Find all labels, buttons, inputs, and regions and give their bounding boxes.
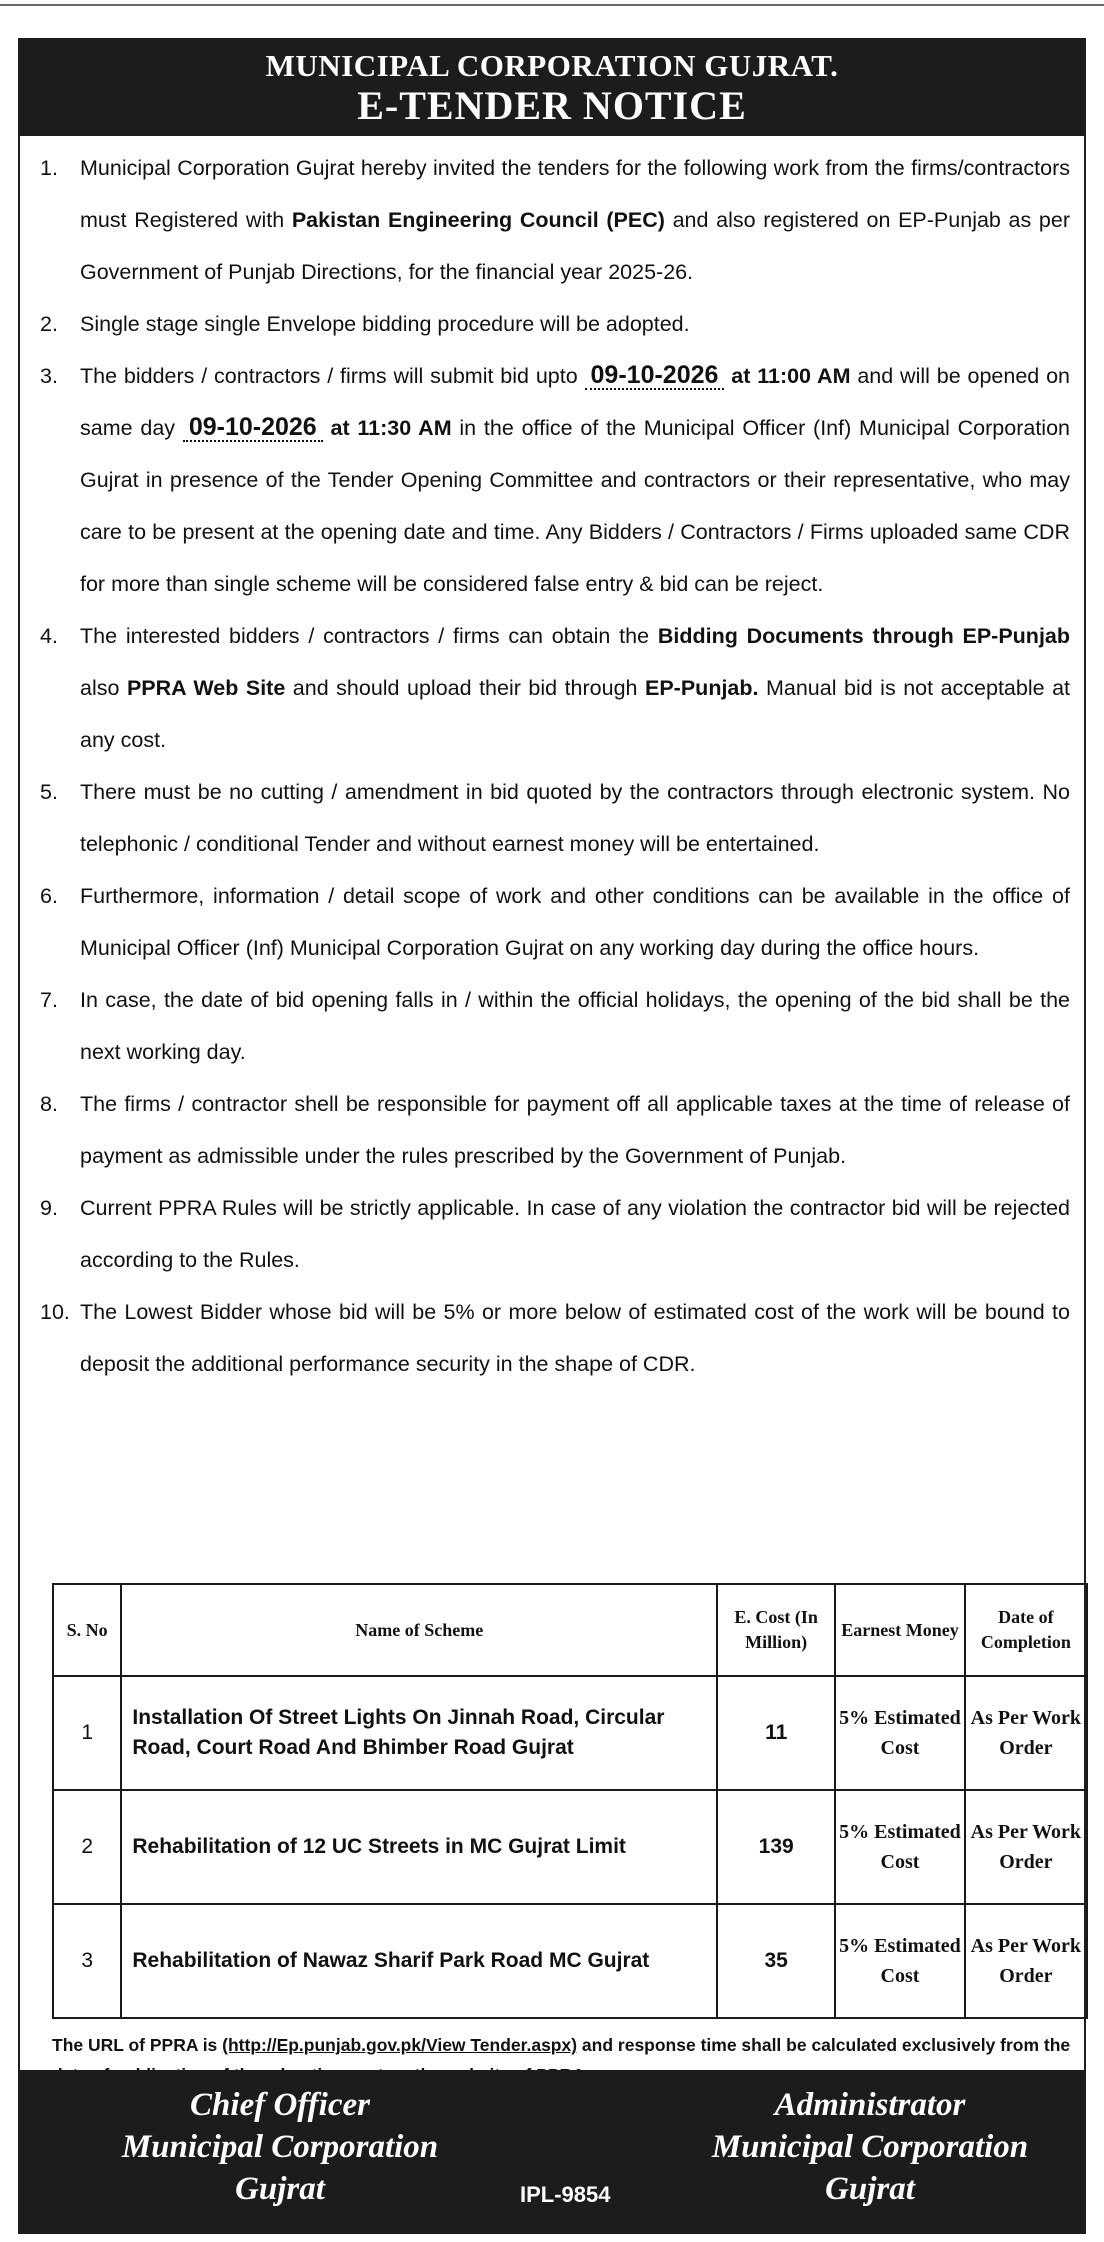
item-text: The Lowest Bidder whose bid will be 5% or more below of estimated cost of the work will be bound to deposit the additional performance security in the shape of CDR. — [80, 1300, 1070, 1376]
table-row — [53, 1790, 1087, 1904]
item-text: There must be no cutting / amendment in bid quoted by the contractors through electronic system. No telephonic / conditional Tender and without earnest money will be entertained. — [80, 780, 1070, 856]
item-text: The bidders / contractors / firms will submit bid upto 09-10-2026 at 11:00 AM and will be opened on same day 09-10-2026 at 11:30 AM in the office of the Municipal Officer (Inf) Municipal Corporation Gujrat in presence of the Tender Opening Committee and contractors or their representative, who may care to be present at the opening date and time. Any Bidders / Contractors / Firms uploaded same CDR for more than single scheme will be considered false entry & bid can be reject. — [80, 361, 1070, 596]
table-row — [53, 1676, 1087, 1790]
item-text: The firms / contractor shell be responsible for payment off all applicable taxes at the time of release of payment as admissible under the rules prescribed by the Government of Punjab. — [80, 1092, 1070, 1168]
cell-scheme-name: Installation Of Street Lights On Jinnah Road, Circular Road, Court Road And Bhimber Road Gujrat — [121, 1676, 717, 1790]
ppra-url-link[interactable]: (http://Ep.punjab.gov.pk/View Tender.aspx) — [222, 2035, 578, 2055]
col-header-earnest: Earnest Money — [835, 1584, 965, 1676]
notice-item — [40, 350, 1070, 610]
schemes-table — [52, 1583, 1088, 2019]
cell-earnest: 5% Estimated Cost — [835, 1904, 965, 2018]
notice-item — [40, 142, 1070, 298]
item-number: 6. — [40, 884, 58, 908]
cell-completion: As Per Work Order — [965, 1790, 1087, 1904]
notice-item — [40, 1078, 1070, 1182]
item-number: 9. — [40, 1196, 58, 1220]
notice-item — [40, 610, 1070, 766]
ppra-url-note: The URL of PPRA is (http://Ep.punjab.gov.pk/View Tender.aspx) and response time shall be calculated exclusively from the — [52, 2035, 1071, 2055]
notice-title: E-TENDER NOTICE — [357, 83, 747, 128]
submission-date: 09-10-2026 — [585, 362, 725, 390]
col-header-sno: S. No — [53, 1584, 121, 1676]
item-number: 3. — [40, 364, 58, 388]
item-number: 5. — [40, 780, 58, 804]
cell-sno: 3 — [53, 1904, 121, 2018]
notice-frame — [18, 38, 1086, 2234]
cell-sno: 2 — [53, 1790, 121, 1904]
top-rule — [0, 4, 1104, 6]
item-number: 1. — [40, 156, 58, 180]
notice-item — [40, 298, 1070, 350]
col-header-scheme: Name of Scheme — [121, 1584, 717, 1676]
cell-sno: 1 — [53, 1676, 121, 1790]
notice-items — [40, 142, 1070, 1390]
cell-cost: 35 — [717, 1904, 835, 2018]
item-text: The interested bidders / contractors / firms can obtain the Bidding Documents through EP-Punjab also PPRA Web Site and should upload their bid through EP-Punjab. Manual bid is not acceptable at any cost. — [80, 624, 1071, 752]
item-number: 8. — [40, 1092, 58, 1116]
item-number: 2. — [40, 312, 58, 336]
item-number: 10. — [40, 1300, 70, 1324]
item-text: In case, the date of bid opening falls in / within the official holidays, the opening of the bid shall be the next working day. — [80, 988, 1070, 1064]
item-number: 7. — [40, 988, 58, 1012]
notice-footer — [20, 2070, 1084, 2232]
cell-scheme-name: Rehabilitation of 12 UC Streets in MC Gujrat Limit — [121, 1790, 717, 1904]
col-header-completion: Date of Completion — [965, 1584, 1087, 1676]
notice-item — [40, 766, 1070, 870]
table-header-row — [53, 1584, 1087, 1676]
item-text: Current PPRA Rules will be strictly applicable. In case of any violation the contractor bid will be rejected according to the Rules. — [80, 1196, 1070, 1272]
notice-item — [40, 974, 1070, 1078]
item-text: Municipal Corporation Gujrat hereby invited the tenders for the following work from the firms/contractors must Registered with Pakistan Engineering Council (PEC) and also registered on EP-Punjab as per Government of Punjab Directions, for the financial year 2025-26. — [80, 156, 1071, 284]
cell-cost: 139 — [717, 1790, 835, 1904]
signature-chief-officer: Chief Officer Municipal Corporation Gujrat — [121, 2087, 439, 2207]
ipl-code: IPL-9854 — [520, 2182, 611, 2207]
item-number: 4. — [40, 624, 58, 648]
cell-completion: As Per Work Order — [965, 1676, 1087, 1790]
signature-administrator: Administrator Municipal Corporation Gujrat — [711, 2087, 1029, 2207]
table-row — [53, 1904, 1087, 2018]
notice-item — [40, 1286, 1070, 1390]
notice-header — [20, 40, 1084, 136]
cell-completion: As Per Work Order — [965, 1904, 1087, 2018]
notice-item — [40, 1182, 1070, 1286]
cell-earnest: 5% Estimated Cost — [835, 1790, 965, 1904]
cell-cost: 11 — [717, 1676, 835, 1790]
item-text: Furthermore, information / detail scope of work and other conditions can be available in the office of Municipal Officer (Inf) Municipal Corporation Gujrat on any working day during the office hours. — [80, 884, 1070, 960]
col-header-cost: E. Cost (In Million) — [717, 1584, 835, 1676]
notice-item — [40, 870, 1070, 974]
organization-title: MUNICIPAL CORPORATION GUJRAT. — [265, 48, 839, 83]
item-text: Single stage single Envelope bidding procedure will be adopted. — [80, 312, 690, 336]
cell-earnest: 5% Estimated Cost — [835, 1676, 965, 1790]
opening-date: 09-10-2026 — [183, 414, 323, 442]
cell-scheme-name: Rehabilitation of Nawaz Sharif Park Road MC Gujrat — [121, 1904, 717, 2018]
